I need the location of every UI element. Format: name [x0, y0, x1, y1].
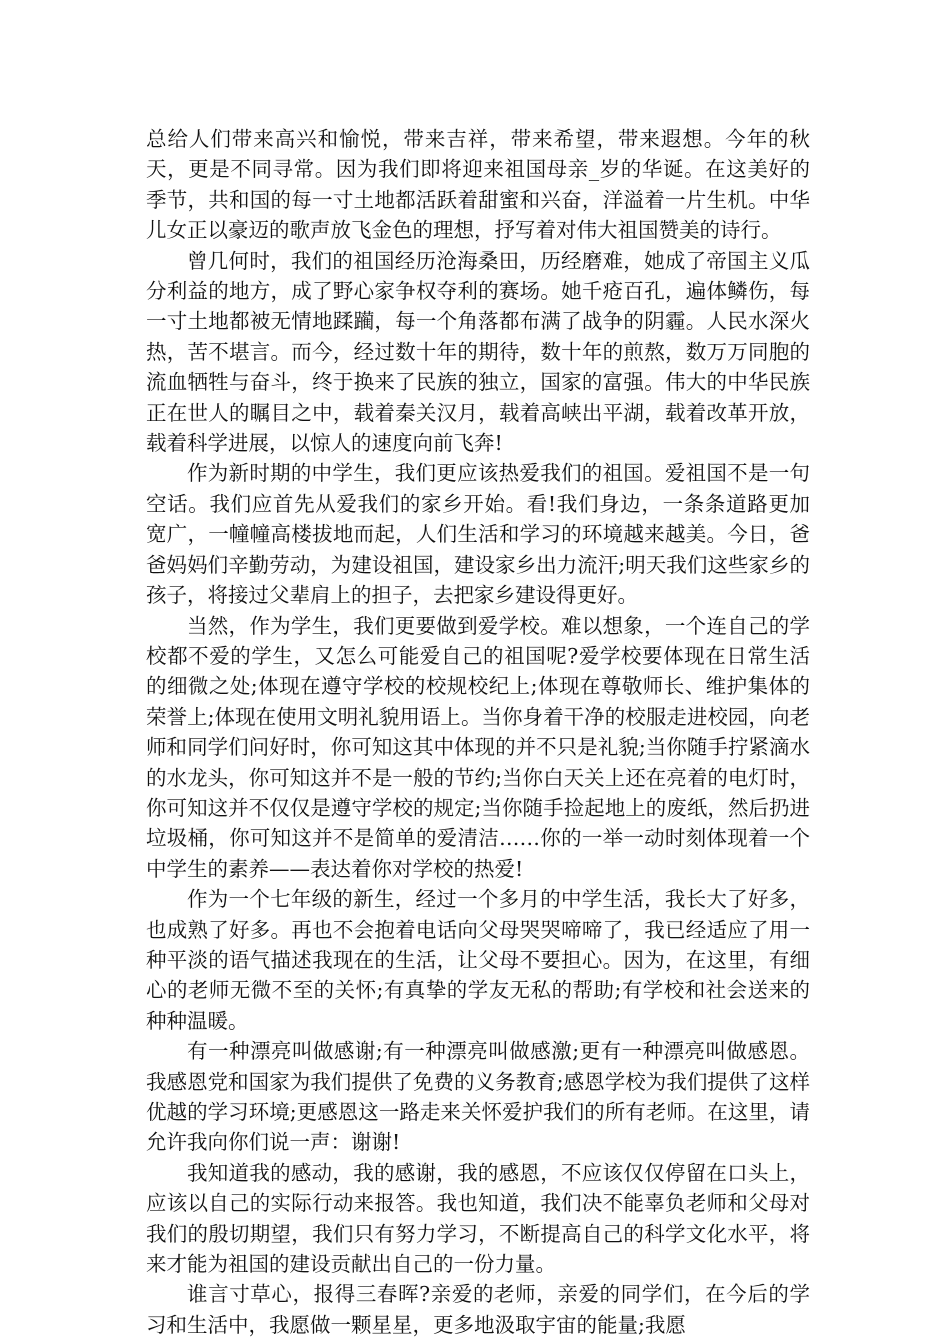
- paragraph-6: 有一种漂亮叫做感谢;有一种漂亮叫做感激;更有一种漂亮叫做感恩。我感恩党和国家为我们提供了免费的义务教育;感恩学校为我们提供了这样优越的学习环境;更感恩这一路走来关怀爱护我们的所有老师。在这里，请允许我向你们说一声：谢谢!: [146, 1039, 810, 1155]
- paragraph-4: 当然，作为学生，我们更要做到爱学校。难以想象，一个连自己的学校都不爱的学生，又怎么可能爱自己的祖国呢?爱学校要体现在日常生活的细微之处;体现在遵守学校的校规校纪上;体现在尊敬师长、维护集体的荣誉上;体现在使用文明礼貌用语上。当你身着干净的校服走进校园，向老师和同学们问好时，你可知这其中体现的并不只是礼貌;当你随手拧紧滴水的水龙头，你可知这并不是一般的节约;当你白天关上还在亮着的电灯时，你可知这并不仅仅是遵守学校的规定;当你随手捡起地上的废纸，然后扔进垃圾桶，你可知这并不是简单的爱清洁……你的一举一动时刻体现着一个中学生的素养——表达着你对学校的热爱!: [146, 613, 810, 881]
- paragraph-7: 我知道我的感动，我的感谢，我的感恩，不应该仅仅停留在口头上，应该以自己的实际行动来报答。我也知道，我们决不能辜负老师和父母对我们的殷切期望，我们只有努力学习，不断提高自己的科学文化水平，将来才能为祖国的建设贡献出自己的一份力量。: [146, 1160, 810, 1277]
- document-body: [146, 124, 810, 1340]
- paragraph-2: 曾几何时，我们的祖国经历沧海桑田，历经磨难，她成了帝国主义瓜分利益的地方，成了野心家争权夺利的赛场。她千疮百孔，遍体鳞伤，每一寸土地都被无情地蹂躏，每一个角落都布满了战争的阴霾。人民水深火热，苦不堪言。而今，经过数十年的期待，数十年的煎熬，数万万同胞的流血牺牲与奋斗，终于换来了民族的独立，国家的富强。伟大的中华民族正在世人的瞩目之中，载着秦关汉月，载着高峡出平湖，载着改革开放，载着科学进展，以惊人的速度向前飞奔!: [146, 248, 810, 456]
- paragraph-8: 谁言寸草心，报得三春晖?亲爱的老师，亲爱的同学们，在今后的学习和生活中，我愿做一颗星星，更多地汲取宇宙的能量;我愿: [146, 1282, 810, 1337]
- paragraph-3: 作为新时期的中学生，我们更应该热爱我们的祖国。爱祖国不是一句空话。我们应首先从爱我们的家乡开始。看!我们身边，一条条道路更加宽广，一幢幢高楼拔地而起，人们生活和学习的环境越来越美。今日，爸爸妈妈们辛勤劳动，为建设祖国，建设家乡出力流汗;明天我们这些家乡的孩子，将接过父辈肩上的担子，去把家乡建设得更好。: [146, 461, 810, 608]
- paragraph-1: 总给人们带来高兴和愉悦，带来吉祥，带来希望，带来遐想。今年的秋天，更是不同寻常。因为我们即将迎来祖国母亲_岁的华诞。在这美好的季节，共和国的每一寸土地都活跃着甜蜜和兴奋，洋溢着一片生机。中华儿女正以豪迈的歌声放飞金色的理想，抒写着对伟大祖国赞美的诗行。: [146, 127, 810, 243]
- paragraph-5: 作为一个七年级的新生，经过一个多月的中学生活，我长大了好多，也成熟了好多。再也不会抱着电话向父母哭哭啼啼了，我已经适应了用一种平淡的语气描述我现在的生活，让父母不要担心。因为，在这里，有细心的老师无微不至的关怀;有真挚的学友无私的帮助;有学校和社会送来的种种温暖。: [146, 887, 810, 1033]
